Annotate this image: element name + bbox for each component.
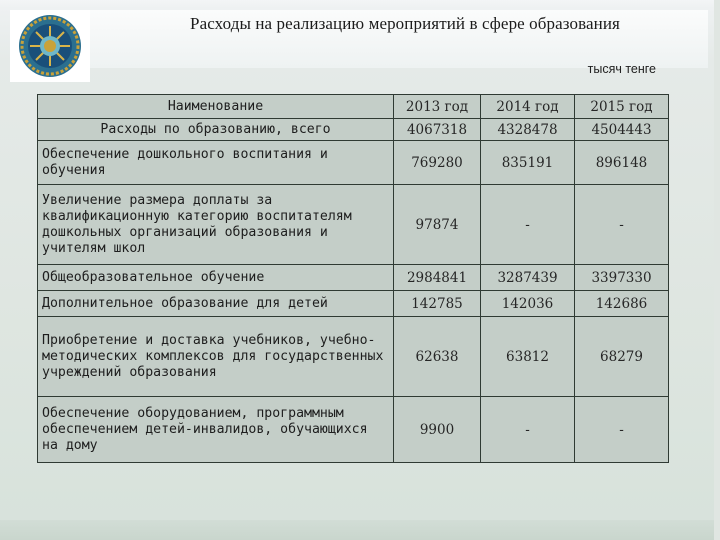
row-value: 142686 [575, 291, 669, 317]
emblem-icon [10, 10, 90, 82]
table-row [38, 141, 669, 185]
expenses-table [37, 94, 669, 463]
table-row [38, 119, 669, 141]
row-name: Обеспечение дошкольного воспитания и обучения [38, 141, 394, 185]
row-value: 63812 [481, 317, 575, 397]
header-year-2014: 2014 год [481, 95, 575, 119]
row-name: Дополнительное образование для детей [38, 291, 394, 317]
row-value: 4067318 [394, 119, 481, 141]
bottom-strip [0, 520, 720, 540]
right-edge [714, 0, 720, 540]
header-name: Наименование [38, 95, 394, 119]
slide-title: Расходы на реализацию мероприятий в сфере образования [190, 14, 620, 33]
row-name: Обеспечение оборудованием, программным обеспечением детей-инвалидов, обучающихся на дому [38, 397, 394, 463]
table-row [38, 291, 669, 317]
row-name: Приобретение и доставка учебников, учебно-методических комплексов для государственных учреждений образования [38, 317, 394, 397]
row-value: - [575, 397, 669, 463]
table-row [38, 265, 669, 291]
table-row [38, 397, 669, 463]
row-value: 835191 [481, 141, 575, 185]
row-value: 3287439 [481, 265, 575, 291]
row-value: 3397330 [575, 265, 669, 291]
table-row [38, 317, 669, 397]
header-row [38, 95, 669, 119]
row-value: 769280 [394, 141, 481, 185]
table-row [38, 185, 669, 265]
emblem-logo [10, 10, 90, 82]
header-year-2013: 2013 год [394, 95, 481, 119]
row-name: Расходы по образованию, всего [38, 119, 394, 141]
row-value: 62638 [394, 317, 481, 397]
row-value: 4504443 [575, 119, 669, 141]
row-value: 142785 [394, 291, 481, 317]
units-label: тысяч тенге [587, 62, 656, 76]
row-value: 97874 [394, 185, 481, 265]
row-value: - [481, 397, 575, 463]
row-value: 2984841 [394, 265, 481, 291]
row-value: 896148 [575, 141, 669, 185]
row-name: Общеобразовательное обучение [38, 265, 394, 291]
row-value: 9900 [394, 397, 481, 463]
row-value: 142036 [481, 291, 575, 317]
row-value: 68279 [575, 317, 669, 397]
header-year-2015: 2015 год [575, 95, 669, 119]
row-value: - [481, 185, 575, 265]
row-value: 4328478 [481, 119, 575, 141]
row-name: Увеличение размера доплаты за квалификационную категорию воспитателям дошкольных организаций образования и учителям школ [38, 185, 394, 265]
row-value: - [575, 185, 669, 265]
